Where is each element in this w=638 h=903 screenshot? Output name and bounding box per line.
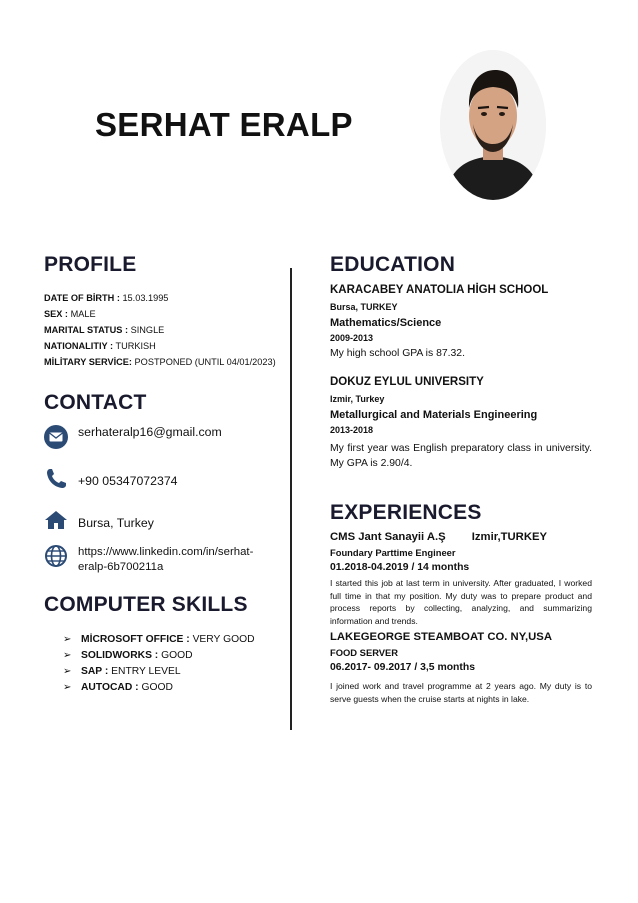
- skill-label: AUTOCAD :: [81, 682, 139, 693]
- email-link[interactable]: serhateralp16@gmail.com: [78, 425, 222, 439]
- list-item: [63, 680, 255, 696]
- education-years: 2013-2018: [330, 425, 374, 435]
- education-description: My first year was English preparatory class in university. My GPA is 2.90/4.: [330, 443, 592, 469]
- profile-value: MALE: [70, 309, 96, 319]
- education-location: Bursa, TURKEY: [330, 302, 398, 312]
- mail-icon: [44, 425, 68, 449]
- education-location: Izmir, Turkey: [330, 394, 385, 404]
- education-institution: DOKUZ EYLUL UNIVERSITY: [330, 376, 484, 388]
- contact-heading: CONTACT: [44, 391, 147, 414]
- profile-label: MARITAL STATUS :: [44, 325, 129, 335]
- list-item: [63, 648, 255, 664]
- profile-row-marital: [44, 322, 289, 338]
- experience-description: I joined work and travel programme at 2 years ago. My duty is to serve guests when the cruise starts at nights in lake.: [330, 681, 592, 704]
- experience-period: 06.2017- 09.2017 / 3,5 months: [330, 662, 475, 673]
- linkedin-link[interactable]: [78, 545, 253, 575]
- experience-period: 01.2018-04.2019 / 14 months: [330, 562, 470, 573]
- linkedin-line-1: https://www.linkedin.com/in/serhat-: [78, 546, 254, 558]
- contact-phone: [44, 467, 178, 491]
- education-heading: EDUCATION: [330, 253, 456, 276]
- skill-level: GOOD: [161, 650, 193, 661]
- location-text: Bursa, Turkey: [78, 516, 154, 530]
- profile-value: TURKISH: [115, 341, 156, 351]
- arrow-bullet-icon: ➢: [63, 634, 72, 645]
- profile-section: [44, 290, 289, 370]
- skill-level: VERY GOOD: [192, 634, 255, 645]
- skill-level: ENTRY LEVEL: [111, 666, 181, 677]
- education-description: My high school GPA is 87.32.: [330, 348, 465, 359]
- skill-label: SAP :: [81, 666, 109, 677]
- skills-heading: COMPUTER SKILLS: [44, 593, 248, 616]
- skills-list: [63, 632, 255, 696]
- experience-description: I started this job at last term in university. After graduated, I worked full time in that my position. My duty was to prepare product and process reports by collecting, analyzing, and summarizing information and trends.: [330, 578, 592, 626]
- column-divider: [290, 268, 292, 730]
- profile-photo: [440, 50, 546, 200]
- company-name: CMS Jant Sanayii A.Ş: [330, 531, 446, 543]
- experience-company: [330, 531, 547, 543]
- contact-linkedin: [44, 544, 253, 575]
- home-icon: [44, 508, 68, 532]
- list-item: [63, 632, 255, 648]
- globe-icon: [44, 544, 68, 568]
- experience-company: LAKEGEORGE STEAMBOAT CO. NY,USA: [330, 631, 552, 643]
- profile-row-sex: [44, 306, 289, 322]
- profile-heading: PROFILE: [44, 253, 137, 276]
- profile-label: SEX :: [44, 309, 68, 319]
- education-years: 2009-2013: [330, 333, 374, 343]
- profile-label: NATIONALITIY :: [44, 341, 114, 351]
- education-institution: KARACABEY ANATOLIA HİGH SCHOOL: [330, 284, 549, 296]
- profile-row-birth: [44, 290, 289, 306]
- skill-level: GOOD: [141, 682, 173, 693]
- education-department: Mathematics/Science: [330, 317, 442, 329]
- skill-label: MİCROSOFT OFFICE :: [81, 634, 190, 645]
- profile-row-nationality: [44, 338, 289, 354]
- contact-email: [44, 425, 222, 449]
- profile-value: POSTPONED (UNTIL 04/01/2023): [134, 357, 276, 367]
- profile-label: DATE OF BİRTH :: [44, 293, 120, 303]
- arrow-bullet-icon: ➢: [63, 666, 72, 677]
- resume-name: SERHAT ERALP: [95, 106, 353, 143]
- education-department: Metallurgical and Materials Engineering: [330, 409, 538, 421]
- linkedin-line-2: eralp-6b700211a: [78, 561, 164, 573]
- profile-label: MİLİTARY SERVİCE:: [44, 357, 132, 367]
- arrow-bullet-icon: ➢: [63, 682, 72, 693]
- profile-value: SINGLE: [130, 325, 165, 335]
- experiences-heading: EXPERIENCES: [330, 501, 482, 524]
- skill-label: SOLIDWORKS :: [81, 650, 159, 661]
- profile-row-military: [44, 354, 289, 370]
- company-location: Izmir,TURKEY: [471, 531, 548, 543]
- phone-number: +90 05347072374: [78, 474, 178, 488]
- arrow-bullet-icon: ➢: [63, 650, 72, 661]
- experience-role: FOOD SERVER: [330, 647, 399, 658]
- profile-value: 15.03.1995: [122, 293, 169, 303]
- list-item: [63, 664, 255, 680]
- experience-role: Foundary Parttime Engineer: [330, 547, 456, 558]
- contact-location: [44, 508, 154, 532]
- phone-icon: [44, 467, 68, 491]
